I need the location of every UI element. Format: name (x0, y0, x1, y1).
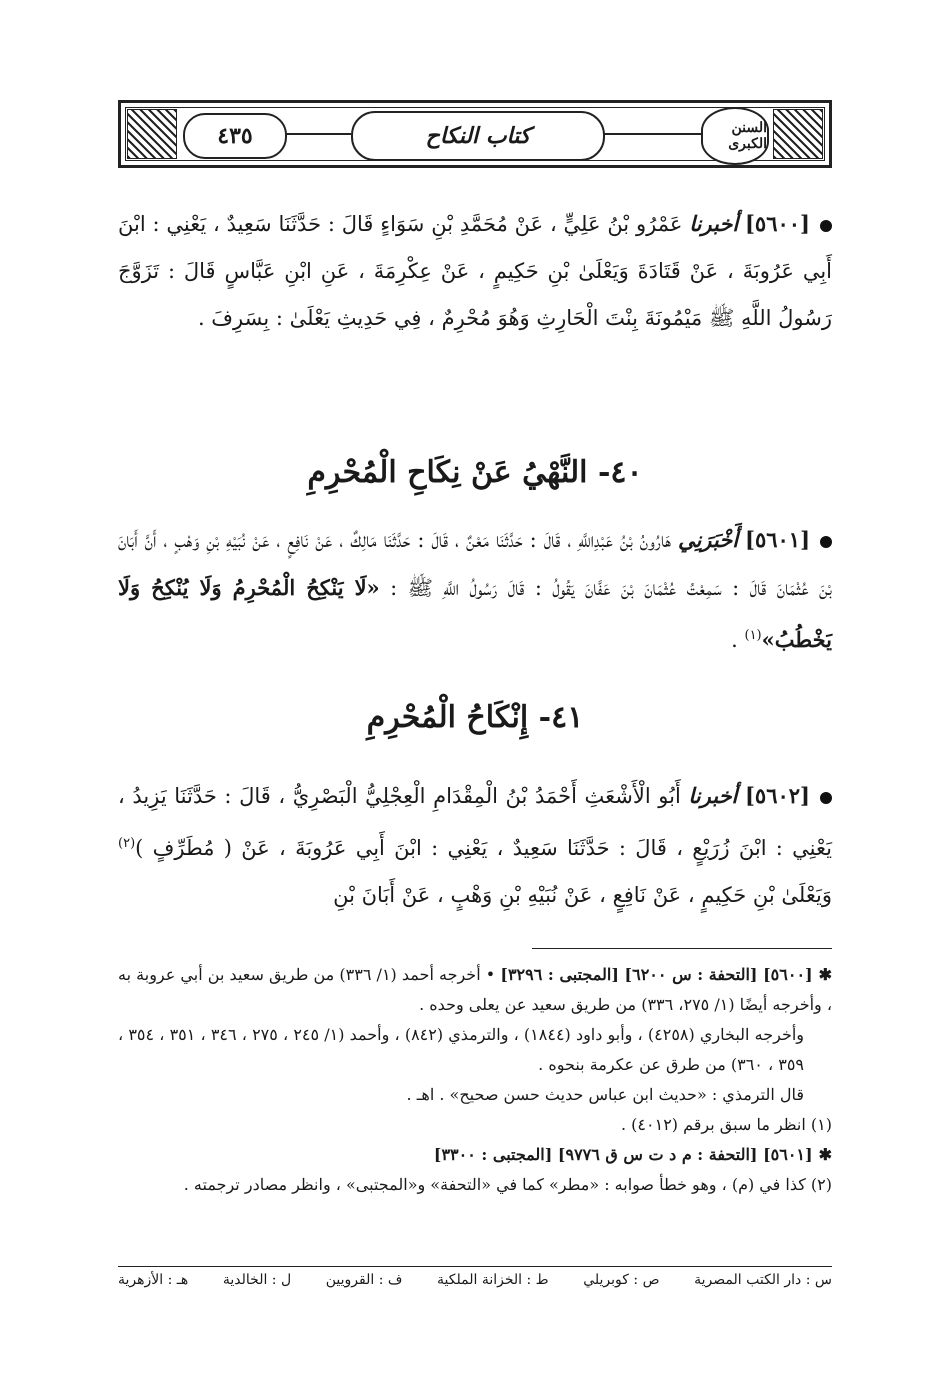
ornament-left-icon (127, 109, 177, 159)
book-title: كتاب النكاح (351, 111, 605, 161)
siglum: ط : الخزانة الملكية (437, 1272, 549, 1288)
hadith-text: أَبُو الْأَشْعَثِ أَحْمَدُ بْنُ الْمِقْدَامِ الْعِجْلِيُّ الْبَصْرِيُّ ، قَالَ : حَدَّثَنَا يَزِيدُ ، يَعْنِي : ابْنَ زُرَيْعٍ ، قَالَ : حَدَّثَنَا سَعِيدٌ ، يَعْنِي : ابْنَ أَبِي عَرُوبَةَ ، عَنْ ( مُطَرِّفٍ ) (118, 784, 832, 860)
siglum: ف : القرويين (325, 1272, 403, 1288)
hadith-number: [٥٦٠٢] (744, 783, 810, 808)
siglum: ص : كوبريلي (583, 1272, 660, 1288)
footnote-5600-c: وأخرجه البخاري (٤٢٥٨) ، وأبو داود (١٨٤٤) ، والترمذي (٨٤٢) ، وأحمد (١/ ٢٤٥ ، ٢٧٥ ، ٣٤٦ ، ٣٥١ ، ٣٥٤ ، ٣٥٩ ، ٣٦٠) من طرق عن عكرمة بنحوه . (118, 1025, 805, 1074)
star-icon: ✱ (818, 1145, 832, 1164)
siglum: ل : الخالدية (222, 1272, 292, 1288)
bottom-separator (118, 1266, 832, 1267)
bullet-icon (820, 220, 832, 232)
page-number: ٤٣٥ (183, 113, 287, 159)
chapter-heading-40: ٤٠- النَّهْيُ عَنْ نِكَاحِ الْمُحْرِمِ (307, 455, 643, 490)
chain-start: أخبرنا (688, 783, 738, 808)
hadith-text: عَمْرُو بْنُ عَلِيٍّ ، عَنْ مُحَمَّدِ بْنِ سَوَاءٍ قَالَ : حَدَّثَنَا سَعِيدٌ ، يَعْنِي : ابْنَ أَبِي عَرُوبَةَ ، عَنْ قَتَادَةَ وَيَعْلَىٰ بْنِ حَكِيمٍ ، عَنْ عِكْرِمَةَ ، عَنِ ابْنِ عَبَّاسٍ قَالَ : تَزَوَّجَ رَسُولُ اللَّهِ ﷺ مَيْمُونَةَ بِنْتَ الْحَارِثِ وَهُوَ مُحْرِمٌ ، فِي حَدِيثِ يَعْلَىٰ : بِسَرِفَ . (118, 212, 832, 330)
hadith-5600 (118, 200, 832, 342)
star-icon: ✱ (818, 965, 833, 984)
footnote-5601 (118, 1140, 832, 1170)
siglum: هـ : الأزهرية (118, 1272, 189, 1288)
hadith-number: [٥٦٠١] (745, 527, 810, 552)
footnotes (118, 960, 832, 1200)
hadith-number: [٥٦٠٠] (744, 211, 810, 236)
chapter-heading-41: ٤١- إِنْكَاحُ الْمُحْرِمِ (366, 700, 584, 735)
logo-text: السنن الكبرى (728, 120, 767, 152)
footnote-2: (٢) كذا في (م) ، وهو خطأ صوابه : «مطر» كما في «التحفة» و«المجتبى» ، وانظر مصادر ترجمته . (183, 1175, 832, 1194)
footnote-1: (١) انظر ما سبق برقم (٤٠١٢) . (620, 1115, 832, 1134)
chain-start: أخبرنا (689, 211, 739, 236)
hadith-5602 (118, 772, 832, 919)
siglum: س : دار الكتب المصرية (694, 1272, 832, 1288)
bullet-icon (820, 536, 832, 548)
series-logo (701, 107, 769, 165)
footnote-5600 (118, 960, 832, 1020)
bullet-icon (820, 792, 832, 804)
footnote-5600-d: قال الترمذي : «حديث ابن عباس حديث حسن صحيح» . اهـ . (406, 1085, 804, 1104)
footnote-text: • أخرجه أحمد (١/ ٣٣٦) من طريق سعيد بن أبي عروبة به ، وأخرجه أيضًا (١/ ٢٧٥، ٣٣٦) من طريق سعيد عن يعلى وحده . (118, 965, 832, 1014)
prophetic-quote: «لَا يَنْكِحُ الْمُحْرِمُ وَلَا يُنْكِحُ وَلَا يَخْطُبُ» (118, 575, 832, 652)
footnote-refs: [٥٦٠٠] [التحفة : س ٦٢٠٠] [المجتبى : ٣٢٩٦] (500, 965, 813, 984)
hadith-text-cont: وَيَعْلَىٰ بْنِ حَكِيمٍ ، عَنْ نَافِعٍ ، عَنْ نُبَيْهِ بْنِ وَهْبٍ ، عَنْ أَبَانَ بْنِ (333, 883, 832, 907)
ornament-right-icon (773, 109, 823, 159)
header-rule-left (283, 133, 351, 135)
page-header (118, 100, 832, 168)
footnote-separator (532, 948, 832, 949)
hadith-text: هَارُونُ بْنُ عَبْدِاللَّهِ ، قَالَ : حَدَّثَنَا مَعْنٌ ، قَالَ : حَدَّثَنَا مَالِكٌ ، عَنْ نَافِعٍ ، عَنْ نُبَيْهِ بْنِ وَهْبٍ ، أَنَّ أَبَانَ بْنَ عُثْمَانَ قَالَ : سَمِعْتُ عُثْمَانَ بْنَ عَفَّانَ يَقُولُ : قَالَ رَسُولُ اللَّهِ ﷺ : (118, 528, 832, 600)
chain-start: أَخْبَرَنِي (677, 527, 739, 552)
hadith-5601 (118, 516, 832, 664)
manuscript-sigla (118, 1272, 832, 1288)
header-rule-right (601, 133, 711, 135)
footnote-ref: (٢) (118, 836, 136, 851)
hadith-end: . (731, 628, 738, 652)
footnote-ref: (١) (744, 628, 762, 643)
footnote-refs: [٥٦٠١] [التحفة : م د ت س ق ٩٧٧٦] [المجتبى : ٣٣٠٠] (433, 1145, 813, 1164)
